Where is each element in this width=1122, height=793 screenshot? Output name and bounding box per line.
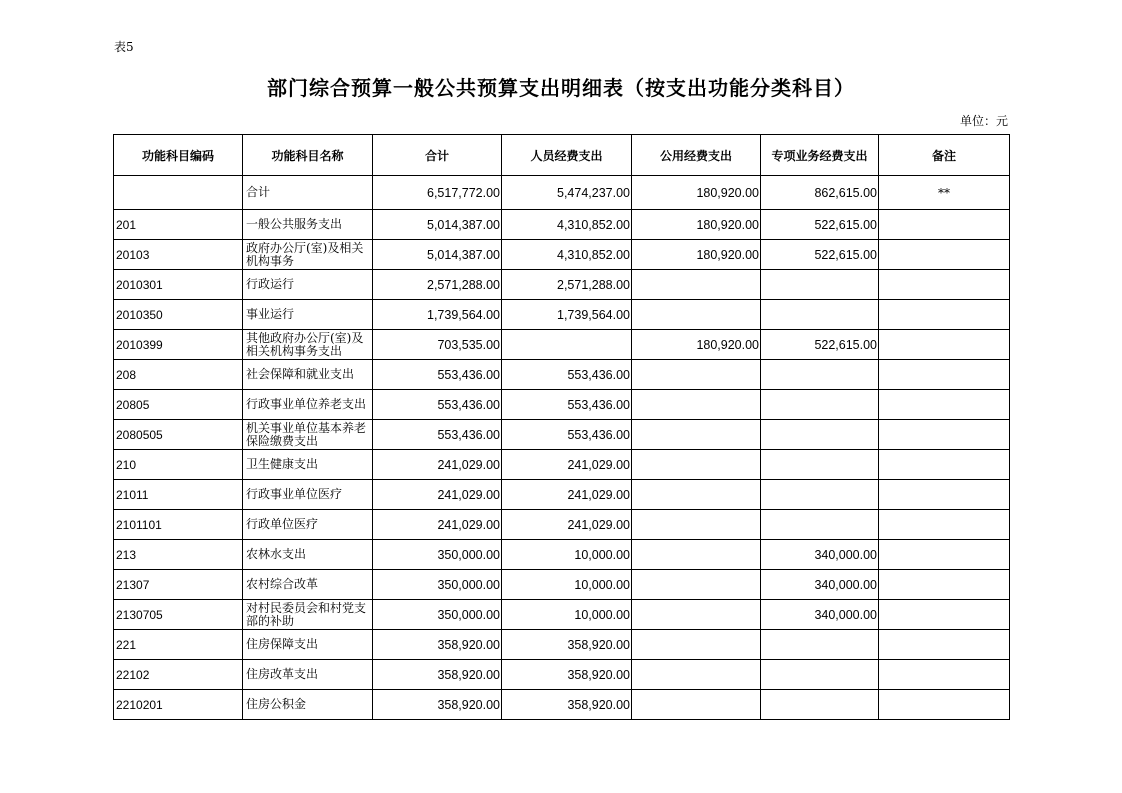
expenditure-table xyxy=(113,134,1010,720)
table-row xyxy=(114,510,1010,540)
table-row xyxy=(114,600,1010,630)
table-row xyxy=(114,270,1010,300)
cell-public xyxy=(632,450,761,480)
cell-personnel: 5,474,237.00 xyxy=(502,176,632,210)
cell-name: 机关事业单位基本养老保险缴费支出 xyxy=(243,420,373,450)
cell-name: 住房保障支出 xyxy=(243,630,373,660)
cell-personnel: 241,029.00 xyxy=(502,510,632,540)
page-title: 部门综合预算一般公共预算支出明细表（按支出功能分类科目） xyxy=(267,76,855,100)
table-row xyxy=(114,240,1010,270)
cell-public xyxy=(632,360,761,390)
cell-project: 340,000.00 xyxy=(761,540,879,570)
table-row xyxy=(114,300,1010,330)
header-row xyxy=(114,135,1010,176)
cell-total: 2,571,288.00 xyxy=(373,270,502,300)
cell-code: 2101101 xyxy=(114,510,243,540)
cell-note xyxy=(879,210,1010,240)
table-row xyxy=(114,570,1010,600)
cell-personnel: 4,310,852.00 xyxy=(502,240,632,270)
cell-public: 180,920.00 xyxy=(632,210,761,240)
cell-total: 553,436.00 xyxy=(373,360,502,390)
cell-total: 241,029.00 xyxy=(373,450,502,480)
cell-total: 241,029.00 xyxy=(373,480,502,510)
header-personnel: 人员经费支出 xyxy=(502,135,632,176)
cell-name: 政府办公厅(室)及相关机构事务 xyxy=(243,240,373,270)
table-row xyxy=(114,540,1010,570)
cell-project xyxy=(761,510,879,540)
cell-total: 350,000.00 xyxy=(373,600,502,630)
cell-project xyxy=(761,450,879,480)
cell-public: 180,920.00 xyxy=(632,240,761,270)
cell-project xyxy=(761,390,879,420)
cell-note xyxy=(879,540,1010,570)
cell-note xyxy=(879,510,1010,540)
cell-note xyxy=(879,330,1010,360)
cell-note xyxy=(879,420,1010,450)
cell-project xyxy=(761,420,879,450)
cell-code: 2010301 xyxy=(114,270,243,300)
cell-total: 5,014,387.00 xyxy=(373,240,502,270)
cell-code: 210 xyxy=(114,450,243,480)
total-row xyxy=(114,176,1010,210)
cell-total: 241,029.00 xyxy=(373,510,502,540)
cell-total: 350,000.00 xyxy=(373,570,502,600)
cell-personnel: 10,000.00 xyxy=(502,600,632,630)
cell-name: 合计 xyxy=(243,176,373,210)
cell-public xyxy=(632,540,761,570)
cell-public xyxy=(632,600,761,630)
cell-public xyxy=(632,510,761,540)
cell-project: 522,615.00 xyxy=(761,240,879,270)
cell-note xyxy=(879,450,1010,480)
cell-name: 行政事业单位养老支出 xyxy=(243,390,373,420)
cell-total: 358,920.00 xyxy=(373,630,502,660)
cell-name: 对村民委员会和村党支部的补助 xyxy=(243,600,373,630)
table-row xyxy=(114,630,1010,660)
cell-note xyxy=(879,690,1010,720)
cell-code: 2080505 xyxy=(114,420,243,450)
cell-name: 住房公积金 xyxy=(243,690,373,720)
cell-code: 2010350 xyxy=(114,300,243,330)
cell-public xyxy=(632,570,761,600)
cell-personnel: 553,436.00 xyxy=(502,360,632,390)
cell-public xyxy=(632,300,761,330)
cell-personnel: 4,310,852.00 xyxy=(502,210,632,240)
cell-project: 522,615.00 xyxy=(761,330,879,360)
cell-total: 358,920.00 xyxy=(373,660,502,690)
cell-project: 340,000.00 xyxy=(761,600,879,630)
cell-personnel: 2,571,288.00 xyxy=(502,270,632,300)
cell-name: 卫生健康支出 xyxy=(243,450,373,480)
table-row xyxy=(114,390,1010,420)
cell-project: 340,000.00 xyxy=(761,570,879,600)
cell-personnel: 358,920.00 xyxy=(502,660,632,690)
header-note: 备注 xyxy=(879,135,1010,176)
cell-project xyxy=(761,690,879,720)
cell-note xyxy=(879,270,1010,300)
cell-public xyxy=(632,480,761,510)
table-row xyxy=(114,420,1010,450)
cell-personnel: 553,436.00 xyxy=(502,390,632,420)
table-row xyxy=(114,660,1010,690)
cell-public xyxy=(632,270,761,300)
cell-code: 20805 xyxy=(114,390,243,420)
cell-name: 其他政府办公厅(室)及相关机构事务支出 xyxy=(243,330,373,360)
header-total: 合计 xyxy=(373,135,502,176)
cell-code: 2130705 xyxy=(114,600,243,630)
cell-total: 553,436.00 xyxy=(373,420,502,450)
cell-note xyxy=(879,630,1010,660)
cell-name: 行政运行 xyxy=(243,270,373,300)
cell-code: 21307 xyxy=(114,570,243,600)
table-row xyxy=(114,690,1010,720)
cell-personnel: 358,920.00 xyxy=(502,690,632,720)
cell-public xyxy=(632,660,761,690)
cell-project: 862,615.00 xyxy=(761,176,879,210)
table-number: 表5 xyxy=(114,40,134,54)
cell-project xyxy=(761,270,879,300)
cell-name: 住房改革支出 xyxy=(243,660,373,690)
cell-total: 1,739,564.00 xyxy=(373,300,502,330)
cell-name: 农村综合改革 xyxy=(243,570,373,600)
table-row xyxy=(114,450,1010,480)
cell-name: 社会保障和就业支出 xyxy=(243,360,373,390)
cell-personnel: 241,029.00 xyxy=(502,450,632,480)
cell-name: 事业运行 xyxy=(243,300,373,330)
cell-personnel: 553,436.00 xyxy=(502,420,632,450)
header-public: 公用经费支出 xyxy=(632,135,761,176)
cell-code: 221 xyxy=(114,630,243,660)
header-code: 功能科目编码 xyxy=(114,135,243,176)
cell-public xyxy=(632,420,761,450)
cell-note xyxy=(879,570,1010,600)
table-row xyxy=(114,360,1010,390)
cell-total: 5,014,387.00 xyxy=(373,210,502,240)
cell-total: 350,000.00 xyxy=(373,540,502,570)
cell-code: 2010399 xyxy=(114,330,243,360)
cell-name: 行政单位医疗 xyxy=(243,510,373,540)
cell-note: ** xyxy=(879,176,1010,210)
table-row xyxy=(114,330,1010,360)
cell-project: 522,615.00 xyxy=(761,210,879,240)
cell-code: 2210201 xyxy=(114,690,243,720)
cell-total: 6,517,772.00 xyxy=(373,176,502,210)
cell-project xyxy=(761,360,879,390)
cell-public xyxy=(632,690,761,720)
cell-public xyxy=(632,390,761,420)
cell-personnel: 1,739,564.00 xyxy=(502,300,632,330)
cell-code: 201 xyxy=(114,210,243,240)
header-name: 功能科目名称 xyxy=(243,135,373,176)
cell-code: 22102 xyxy=(114,660,243,690)
cell-note xyxy=(879,360,1010,390)
cell-name: 农林水支出 xyxy=(243,540,373,570)
cell-code: 21011 xyxy=(114,480,243,510)
cell-name: 行政事业单位医疗 xyxy=(243,480,373,510)
cell-note xyxy=(879,390,1010,420)
cell-public: 180,920.00 xyxy=(632,176,761,210)
cell-personnel xyxy=(502,330,632,360)
cell-public: 180,920.00 xyxy=(632,330,761,360)
cell-note xyxy=(879,660,1010,690)
cell-project xyxy=(761,660,879,690)
cell-personnel: 358,920.00 xyxy=(502,630,632,660)
cell-note xyxy=(879,480,1010,510)
cell-name: 一般公共服务支出 xyxy=(243,210,373,240)
header-project: 专项业务经费支出 xyxy=(761,135,879,176)
cell-project xyxy=(761,480,879,510)
cell-note xyxy=(879,600,1010,630)
cell-code: 213 xyxy=(114,540,243,570)
unit-label: 单位：元 xyxy=(959,114,1008,128)
cell-total: 703,535.00 xyxy=(373,330,502,360)
cell-personnel: 10,000.00 xyxy=(502,570,632,600)
cell-code xyxy=(114,176,243,210)
cell-total: 553,436.00 xyxy=(373,390,502,420)
cell-public xyxy=(632,630,761,660)
cell-project xyxy=(761,630,879,660)
cell-code: 20103 xyxy=(114,240,243,270)
cell-project xyxy=(761,300,879,330)
cell-note xyxy=(879,240,1010,270)
table-row xyxy=(114,480,1010,510)
cell-total: 358,920.00 xyxy=(373,690,502,720)
cell-personnel: 241,029.00 xyxy=(502,480,632,510)
table-row xyxy=(114,210,1010,240)
cell-personnel: 10,000.00 xyxy=(502,540,632,570)
cell-code: 208 xyxy=(114,360,243,390)
cell-note xyxy=(879,300,1010,330)
